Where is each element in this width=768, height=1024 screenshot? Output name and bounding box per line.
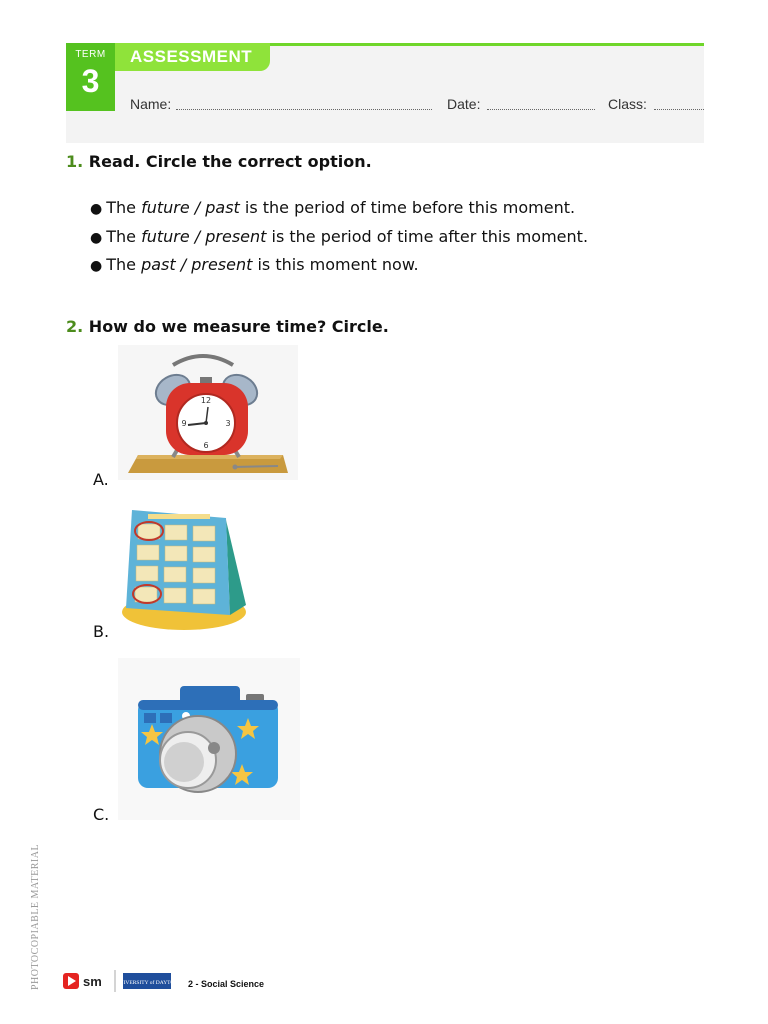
name-field[interactable]	[176, 109, 432, 110]
option-a-letter: A.	[93, 470, 109, 489]
q1-option-present[interactable]: present	[205, 227, 267, 246]
svg-text:12: 12	[200, 396, 212, 405]
alarm-clock-icon[interactable]	[118, 345, 298, 480]
svg-text:6: 6	[203, 441, 209, 450]
page-info: 2 - Social Science	[188, 979, 265, 989]
q1-option-past[interactable]: past	[205, 198, 240, 217]
term-number: 3	[81, 63, 100, 99]
camera-icon[interactable]	[118, 658, 300, 820]
partner-name: UNIVERSITY of DAYTON	[115, 980, 178, 986]
question-1-number: 1.	[66, 152, 84, 171]
q1-option-future[interactable]: future	[141, 227, 190, 246]
option-c-letter: C.	[93, 805, 110, 824]
svg-text:3: 3	[225, 419, 231, 428]
footer-logos	[63, 970, 178, 996]
q1-item-text: The	[106, 198, 142, 217]
q1-option-present[interactable]: present	[191, 255, 253, 274]
question-1-text: Read. Circle the correct option.	[88, 152, 372, 171]
q1-item-text: is the period of time before this moment.	[239, 198, 576, 217]
q1-item-1	[90, 198, 575, 217]
class-field[interactable]	[654, 109, 704, 110]
term-label: TERM	[75, 49, 106, 60]
calendar-icon[interactable]	[118, 500, 253, 635]
question-2-title	[66, 317, 389, 336]
q1-item-text: is this moment now.	[252, 255, 419, 274]
term-badge	[66, 43, 115, 111]
q1-item-text: The	[106, 255, 142, 274]
bullet-icon: ●	[90, 230, 103, 246]
photocopiable-label: PHOTOCOPIABLE MATERIAL	[30, 843, 41, 990]
option-separator: /	[189, 198, 206, 217]
question-2-number: 2.	[66, 317, 84, 336]
bullet-icon: ●	[90, 258, 103, 274]
date-label: Date:	[447, 96, 481, 112]
name-label: Name:	[130, 96, 172, 112]
q1-option-past[interactable]: past	[141, 255, 176, 274]
svg-text:9: 9	[181, 419, 187, 428]
question-1-title	[66, 152, 372, 171]
q1-option-future[interactable]: future	[141, 198, 190, 217]
q1-item-2	[90, 227, 588, 246]
class-label: Class:	[608, 96, 647, 112]
sm-logo-icon	[63, 970, 178, 992]
bullet-icon: ●	[90, 201, 103, 217]
option-separator: /	[189, 227, 206, 246]
option-separator: /	[175, 255, 192, 274]
q1-item-3	[90, 255, 419, 274]
assessment-title: ASSESSMENT	[130, 47, 253, 66]
q1-item-text: is the period of time after this moment.	[266, 227, 589, 246]
question-2-text: How do we measure time? Circle.	[88, 317, 389, 336]
date-field[interactable]	[487, 109, 595, 110]
q1-item-text: The	[106, 227, 142, 246]
option-b-letter: B.	[93, 622, 110, 641]
sm-brand: sm	[83, 974, 102, 989]
